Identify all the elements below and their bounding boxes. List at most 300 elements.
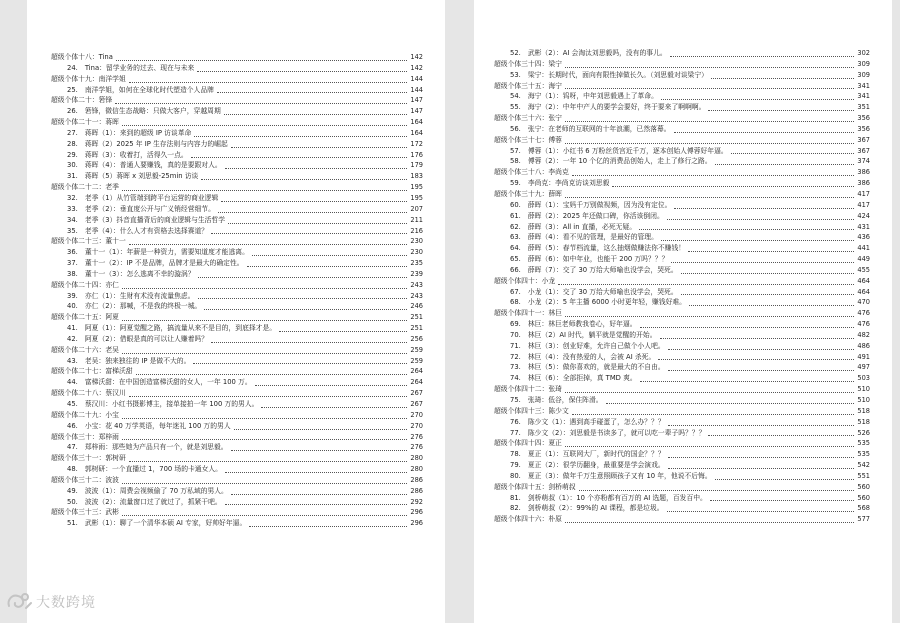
toc-page-number: 441 <box>857 244 870 253</box>
toc-section[interactable] <box>51 95 423 106</box>
toc-page-number: 164 <box>410 118 423 127</box>
toc-entry[interactable] <box>51 497 423 508</box>
toc-section[interactable] <box>494 406 870 417</box>
toc-page-number: 436 <box>857 233 870 242</box>
toc-entry-number: 57. <box>510 146 521 155</box>
toc-entry-text: 张琦：低谷，保住阵滑。 <box>527 396 603 404</box>
toc-entry[interactable] <box>494 297 870 308</box>
toc-entry-number: 74. <box>510 374 521 383</box>
dot-leader <box>688 251 854 252</box>
toc-entry[interactable] <box>494 265 870 276</box>
toc-entry-title <box>494 254 668 265</box>
toc-entry-title: 超级个体四十三：陈少文 <box>494 406 569 415</box>
dot-leader <box>225 504 408 505</box>
toc-entry-title: 超级个体三十八：李尚克 <box>494 168 569 177</box>
toc-page-number: 296 <box>410 508 423 517</box>
toc-entry-text: 武彬（2）：AI 会淘汰刘思毅吗，没有的事儿。 <box>527 49 667 57</box>
toc-page-number: 424 <box>857 211 870 220</box>
toc-entry-text: 亦仁（2）：那喊，不是我的终极一城。 <box>84 302 202 311</box>
toc-entry-title <box>51 171 198 182</box>
dot-leader <box>211 233 407 234</box>
toc-entry-title <box>51 106 221 117</box>
dot-leader <box>129 244 408 245</box>
dot-leader <box>572 175 855 176</box>
dot-leader <box>558 284 854 285</box>
toc-section[interactable] <box>494 113 870 124</box>
dot-leader <box>668 349 855 350</box>
toc-entry[interactable] <box>494 362 870 373</box>
toc-page-number: 341 <box>857 81 870 90</box>
dot-leader <box>197 71 407 72</box>
toc-entry[interactable] <box>494 287 870 298</box>
toc-entry-number: 43. <box>67 356 78 365</box>
toc-page-number: 510 <box>857 385 870 394</box>
toc-entry-text: 蒋晖（4）：普通人要赚钱，真的是要跟对人。 <box>84 161 222 170</box>
dot-leader <box>565 121 854 122</box>
toc-entry[interactable] <box>494 222 870 233</box>
toc-entry-text: 老季（4）：什么人才有资格去选择赛道？ <box>84 226 209 235</box>
toc-section[interactable] <box>51 74 423 85</box>
toc-section[interactable] <box>51 388 423 399</box>
toc-entry[interactable] <box>51 63 423 74</box>
toc-page-number: 309 <box>857 59 870 68</box>
toc-entry[interactable] <box>494 200 870 211</box>
toc-entry[interactable] <box>494 503 870 514</box>
dot-leader <box>660 338 855 339</box>
dot-leader <box>708 435 854 436</box>
toc-entry-number: 51. <box>67 519 78 528</box>
toc-entry-text: 薛晖（1）：宝妈千万别做视频，因为没有定位。 <box>527 200 672 209</box>
toc-section[interactable] <box>494 384 870 395</box>
toc-section[interactable] <box>494 167 870 178</box>
dot-leader <box>122 483 407 484</box>
dot-leader <box>231 494 408 495</box>
dot-leader <box>667 219 855 220</box>
dot-leader <box>279 331 407 332</box>
toc-entry[interactable] <box>494 91 870 102</box>
dot-leader <box>668 370 855 371</box>
toc-entry[interactable] <box>51 301 423 312</box>
toc-entry-text: 蒋晖（5）蒋晖 x 刘思毅-25min 访谈 <box>84 172 199 181</box>
toc-entry[interactable] <box>51 106 423 117</box>
toc-entry-text: 波波（2）：流量窗口过了就过了，抓紧干吧。 <box>84 497 222 506</box>
toc-entry-title <box>494 330 657 341</box>
toc-entry-title: 超级个体三十：郑梓雨 <box>51 432 119 441</box>
toc-page-number: 270 <box>410 421 423 430</box>
toc-page-number: 577 <box>857 515 870 524</box>
toc-page-number: 367 <box>857 146 870 155</box>
toc-entry-text: 阿夏（1）：阿夏觉醒之路，搞流量从来不是目的，到底择才是。 <box>84 324 277 333</box>
toc-entry-text: 武彬（1）：聊了一个清华本硕 AI 专家，好帅好年逼。 <box>84 519 247 528</box>
toc-entry-title: 超级个体二十八：蔡汉川 <box>51 389 126 398</box>
toc-entry-title <box>51 464 222 475</box>
toc-entry-title <box>494 48 667 59</box>
toc-entry[interactable] <box>51 85 423 96</box>
dot-leader <box>247 266 408 267</box>
toc-entry-title <box>51 139 228 150</box>
dot-leader <box>689 305 854 306</box>
toc-section[interactable] <box>51 366 423 377</box>
watermark <box>6 591 96 613</box>
toc-entry-number: 78. <box>510 450 521 459</box>
toc-entry[interactable] <box>51 226 423 237</box>
toc-entry[interactable] <box>494 428 870 439</box>
toc-page-number: 179 <box>410 161 423 170</box>
toc-entry[interactable] <box>494 395 870 406</box>
toc-page-number: 239 <box>410 269 423 278</box>
toc-entry-title <box>51 247 249 258</box>
toc-entry[interactable] <box>51 518 423 529</box>
toc-page-number: 183 <box>410 172 423 181</box>
toc-entry[interactable] <box>51 377 423 388</box>
toc-entry-title <box>51 356 190 367</box>
toc-entry-number: 61. <box>510 211 521 220</box>
toc-entry-text: 夏正（2）：很学历翻身，最重要是学会演戏。 <box>527 461 665 470</box>
toc-entry-title: 超级个体二十一：蒋晖 <box>51 118 119 127</box>
toc-entry[interactable] <box>51 258 423 269</box>
toc-entry-title: 超级个体四十六：朴原 <box>494 515 562 524</box>
toc-entry[interactable] <box>51 247 423 258</box>
toc-entry-title <box>51 442 228 453</box>
dot-leader <box>231 147 408 148</box>
toc-section[interactable] <box>494 276 870 287</box>
toc-entry-title: 超级个体二十九：小宝 <box>51 410 119 419</box>
toc-entry[interactable] <box>51 323 423 334</box>
toc-section[interactable] <box>494 81 870 92</box>
toc-section[interactable] <box>51 312 423 323</box>
toc-page-number: 526 <box>857 428 870 437</box>
toc-entry[interactable] <box>51 464 423 475</box>
toc-entry-number: 34. <box>67 215 78 224</box>
toc-entry[interactable] <box>51 356 423 367</box>
dot-leader <box>116 60 408 61</box>
toc-entry-title <box>494 493 707 504</box>
toc-entry[interactable] <box>494 254 870 265</box>
toc-entry-number: 31. <box>67 172 78 181</box>
dot-leader <box>668 425 855 426</box>
toc-entry-title <box>494 146 728 157</box>
dot-leader <box>194 136 407 137</box>
toc-entry[interactable] <box>494 232 870 243</box>
toc-section[interactable] <box>51 432 423 443</box>
toc-entry-title <box>494 503 664 514</box>
toc-page-number: 243 <box>410 291 423 300</box>
toc-entry-title <box>494 362 665 373</box>
toc-entry[interactable] <box>51 139 423 150</box>
toc-section[interactable] <box>494 189 870 200</box>
toc-entry-text: 薛晖（7）：交了 30 万给大师喻也没学会，哭死。 <box>527 265 678 274</box>
dot-leader <box>731 153 855 154</box>
toc-entry[interactable] <box>51 421 423 432</box>
toc-entry-text: 郭树研：一个直播过 1，700 场的卡通女人。 <box>84 465 222 474</box>
toc-entry[interactable] <box>494 352 870 363</box>
toc-entry-number: 55. <box>510 103 521 112</box>
toc-entry-title <box>51 204 215 215</box>
toc-entry-title <box>494 287 678 298</box>
toc-entry[interactable] <box>51 204 423 215</box>
toc-entry[interactable] <box>494 493 870 504</box>
toc-page-left <box>27 0 445 623</box>
toc-section[interactable] <box>494 514 870 525</box>
toc-section[interactable] <box>51 345 423 356</box>
toc-entry[interactable] <box>51 160 423 171</box>
toc-entry-number: 53. <box>510 70 521 79</box>
toc-entry-text: 剑桥萌叔（1）：10 个亦粉都有百万的 AI 选题，百发百中。 <box>527 493 707 502</box>
toc-entry-text: 董十一（1）：年薪是一种资力，需要知道度才能逃离。 <box>84 248 249 257</box>
toc-entry-number: 81. <box>510 493 521 502</box>
toc-entry-title: 超级个体二十三：董十一 <box>51 237 126 246</box>
toc-entry-text: 阿夏（2）：借眼是真的可以让人赚着吗？ <box>84 334 209 343</box>
toc-page-number: 518 <box>857 406 870 415</box>
dot-leader <box>211 342 407 343</box>
toc-entry-title <box>51 486 228 497</box>
toc-entry-number: 39. <box>67 291 78 300</box>
toc-entry-number: 60. <box>510 200 521 209</box>
toc-entry-number: 54. <box>510 92 521 101</box>
toc-page-number: 417 <box>857 200 870 209</box>
toc-entry[interactable] <box>494 156 870 167</box>
toc-entry-title <box>494 91 658 102</box>
toc-entry[interactable] <box>494 70 870 81</box>
toc-entry-text: 林巨（4）：没有热爱的人，会被 AI 杀死。 <box>527 352 656 361</box>
toc-page-number: 497 <box>857 363 870 372</box>
toc-entry-title <box>51 334 208 345</box>
toc-entry-text: 薛晖（5）：春节档流量，这么抽烟做赚法你不赚钱！ <box>527 244 686 253</box>
toc-entry-number: 36. <box>67 248 78 257</box>
toc-entry-text: 董十一（2）：IP 不是品牌，品牌才是最大的确定性。 <box>84 259 244 268</box>
toc-entry-title <box>494 471 712 482</box>
toc-page-number: 216 <box>410 226 423 235</box>
toc-page-number: 356 <box>857 114 870 123</box>
toc-entry[interactable] <box>494 178 870 189</box>
toc-entry[interactable] <box>51 215 423 226</box>
toc-section[interactable] <box>51 182 423 193</box>
dot-leader <box>710 500 855 501</box>
toc-entry-number: 75. <box>510 396 521 404</box>
toc-entry[interactable] <box>51 486 423 497</box>
toc-entry[interactable] <box>494 211 870 222</box>
toc-entry-title: 超级个体二十：箬锋 <box>51 96 113 105</box>
toc-entry[interactable] <box>51 442 423 453</box>
toc-section[interactable] <box>51 453 423 464</box>
toc-section[interactable] <box>51 410 423 421</box>
toc-entry-text: 李尚克：李尚克访谈刘思毅 <box>527 179 610 188</box>
toc-entry-title <box>494 319 637 330</box>
toc-entry-title <box>51 399 258 410</box>
toc-entry-title: 超级个体二十二：老季 <box>51 183 119 192</box>
toc-section[interactable] <box>51 280 423 291</box>
toc-entry[interactable] <box>494 146 870 157</box>
toc-entry[interactable] <box>494 449 870 460</box>
toc-page-number: 144 <box>410 74 423 83</box>
toc-entry-title: 超级个体三十一：郭树研 <box>51 454 126 463</box>
toc-entry-title <box>51 323 276 334</box>
toc-page-number: 296 <box>410 519 423 528</box>
dot-leader <box>579 490 855 491</box>
toc-entry-title <box>494 395 603 406</box>
toc-page-number: 270 <box>410 410 423 419</box>
dot-leader <box>122 353 407 354</box>
toc-entry[interactable] <box>51 171 423 182</box>
watermark-text: 大数跨境 <box>36 595 96 611</box>
toc-entry-title: 超级个体十八：Tina <box>51 53 113 61</box>
toc-entry[interactable] <box>51 399 423 410</box>
toc-entry-title <box>51 258 244 269</box>
dot-leader <box>217 92 407 93</box>
toc-entry[interactable] <box>51 334 423 345</box>
dot-leader <box>198 298 408 299</box>
toc-section[interactable] <box>51 117 423 128</box>
toc-entry-number: 73. <box>510 363 521 372</box>
toc-entry-title <box>494 352 655 363</box>
toc-entry[interactable] <box>494 341 870 352</box>
toc-section[interactable] <box>494 59 870 70</box>
toc-entry[interactable] <box>494 460 870 471</box>
toc-entry-title: 超级个体三十九：薛晖 <box>494 189 562 198</box>
dot-leader <box>136 374 408 375</box>
toc-entry-title <box>494 156 712 167</box>
toc-entry-number: 79. <box>510 461 521 470</box>
toc-entry-number: 69. <box>510 320 521 329</box>
toc-section[interactable] <box>494 135 870 146</box>
toc-entry-text: 剑桥萌叔（2）：99%的 AI 课程，都是垃圾。 <box>527 504 664 513</box>
toc-entry[interactable] <box>494 48 870 59</box>
toc-page-number: 207 <box>410 204 423 213</box>
toc-entry-text: 蒋晖（2）2025 年 IP 生存法则与内容力的崛起 <box>84 139 228 148</box>
toc-entry-text: 傅蓉（1）：小红书 6 万粉丝货宫近千万，逐本创始人傅蓉好年逼。 <box>527 146 728 155</box>
toc-entry-number: 68. <box>510 298 521 307</box>
toc-page-number: 560 <box>857 482 870 491</box>
toc-entry-number: 67. <box>510 287 521 296</box>
toc-entry-number: 28. <box>67 139 78 148</box>
dot-leader <box>261 407 407 408</box>
toc-section[interactable] <box>51 236 423 247</box>
toc-section[interactable] <box>51 52 423 63</box>
toc-page-number: 292 <box>410 497 423 506</box>
toc-entry-number: 41. <box>67 324 78 333</box>
dot-leader <box>640 381 855 382</box>
dot-leader <box>565 67 854 68</box>
toc-entry[interactable] <box>494 373 870 384</box>
dot-leader <box>252 255 408 256</box>
toc-entry-text: 梁宁：长期时代，面向有限性掉做长久。（刘思毅对谈梁宁） <box>527 70 708 79</box>
toc-entry-text: 老吴：独来独往的 IP 是做不大的。 <box>84 356 191 365</box>
toc-section[interactable] <box>494 438 870 449</box>
toc-entry-title: 超级个体四十五：剑桥萌叔 <box>494 482 576 491</box>
toc-entry-number: 72. <box>510 352 521 361</box>
toc-page-number: 230 <box>410 237 423 246</box>
toc-page-number: 518 <box>857 417 870 426</box>
toc-section[interactable] <box>494 308 870 319</box>
toc-entry-text: 老季（1）从竹管端到跨平台运营的商业逻辑 <box>84 193 219 202</box>
toc-entry-number: 26. <box>67 107 78 116</box>
toc-page-number: 267 <box>410 389 423 398</box>
toc-entry[interactable] <box>494 417 870 428</box>
toc-entry-title <box>51 160 222 171</box>
toc-entry-title <box>494 297 686 308</box>
toc-entry-text: 蒋晖（3）：收着打，活得久一点。 <box>84 150 188 159</box>
toc-page-number: 374 <box>857 157 870 166</box>
toc-entry[interactable] <box>494 243 870 254</box>
logo-icon <box>6 591 32 613</box>
toc-entry-title <box>494 243 685 254</box>
dot-leader <box>228 223 407 224</box>
toc-entry-number: 59. <box>510 179 521 188</box>
toc-entry-title: 超级个体四十二：张琦 <box>494 385 562 394</box>
toc-entry-text: 董十一（3）：怎么逃离不幸的漩涡？ <box>84 269 195 278</box>
dot-leader <box>234 429 408 430</box>
toc-entry-number: 65. <box>510 255 521 264</box>
toc-entry[interactable] <box>51 193 423 204</box>
toc-entry-text: 箬锋，微信生态战略：只做大客户，穿越周期 <box>84 107 221 116</box>
toc-page-number: 280 <box>410 454 423 463</box>
toc-entry-number: 29. <box>67 150 78 159</box>
toc-entry[interactable] <box>494 471 870 482</box>
dot-leader <box>681 294 855 295</box>
toc-entry[interactable] <box>494 330 870 341</box>
toc-page-number: 302 <box>857 49 870 57</box>
toc-entry-number: 46. <box>67 421 78 430</box>
toc-page-number: 280 <box>410 465 423 474</box>
toc-entry[interactable] <box>51 269 423 280</box>
toc-entry-text: 林巨（6）：全部拒掉，真 TMD 爽。 <box>527 374 637 383</box>
toc-entry[interactable] <box>51 150 423 161</box>
dot-leader <box>670 56 855 57</box>
dot-leader <box>122 418 407 419</box>
toc-entry-title: 超级个体二十五：阿夏 <box>51 313 119 322</box>
toc-entry-text: 林巨（2）AI 时代，躺平就是觉醒的开始。 <box>527 330 657 339</box>
dot-leader <box>255 385 408 386</box>
dot-leader <box>115 103 407 104</box>
dot-leader <box>606 403 855 404</box>
dot-leader <box>129 396 408 397</box>
dot-leader <box>122 190 407 191</box>
toc-entry-text: 夏正（1）：互联网大厂，新时代的国企？？？ <box>527 450 665 459</box>
toc-page-number: 267 <box>410 400 423 408</box>
dot-leader <box>565 143 854 144</box>
toc-entry-number: 40. <box>67 302 78 311</box>
toc-section[interactable] <box>51 475 423 486</box>
toc-entry-title <box>494 211 664 222</box>
toc-entry-number: 32. <box>67 193 78 202</box>
toc-entry[interactable] <box>494 102 870 113</box>
toc-page-number: 309 <box>857 70 870 79</box>
toc-entry-title <box>51 377 252 388</box>
toc-entry-text: 波波（1）：周费会视频偷了 70 万私域的男人。 <box>84 486 228 495</box>
dot-leader <box>191 157 408 158</box>
toc-entry-text: 薛晖（3）：All in 直播，必死无疑。 <box>527 222 637 231</box>
dot-leader <box>231 450 408 451</box>
toc-section[interactable] <box>494 482 870 493</box>
dot-leader <box>122 125 407 126</box>
toc-section[interactable] <box>51 507 423 518</box>
toc-entry[interactable] <box>494 124 870 135</box>
toc-entry-text: 蒋晖（1）：来到的超级 IP 访谈革命 <box>84 128 192 137</box>
toc-entry-number: 82. <box>510 504 521 513</box>
toc-entry[interactable] <box>494 319 870 330</box>
toc-entry-title <box>494 449 665 460</box>
toc-page-number: 535 <box>857 450 870 459</box>
toc-page-number: 491 <box>857 352 870 361</box>
dot-leader <box>668 457 855 458</box>
toc-page-number: 341 <box>857 92 870 101</box>
toc-entry[interactable] <box>51 128 423 139</box>
toc-page-number: 503 <box>857 374 870 383</box>
toc-entry-title <box>494 200 671 211</box>
toc-entry-number: 44. <box>67 378 78 387</box>
dot-leader <box>708 110 854 111</box>
toc-entry[interactable] <box>51 291 423 302</box>
